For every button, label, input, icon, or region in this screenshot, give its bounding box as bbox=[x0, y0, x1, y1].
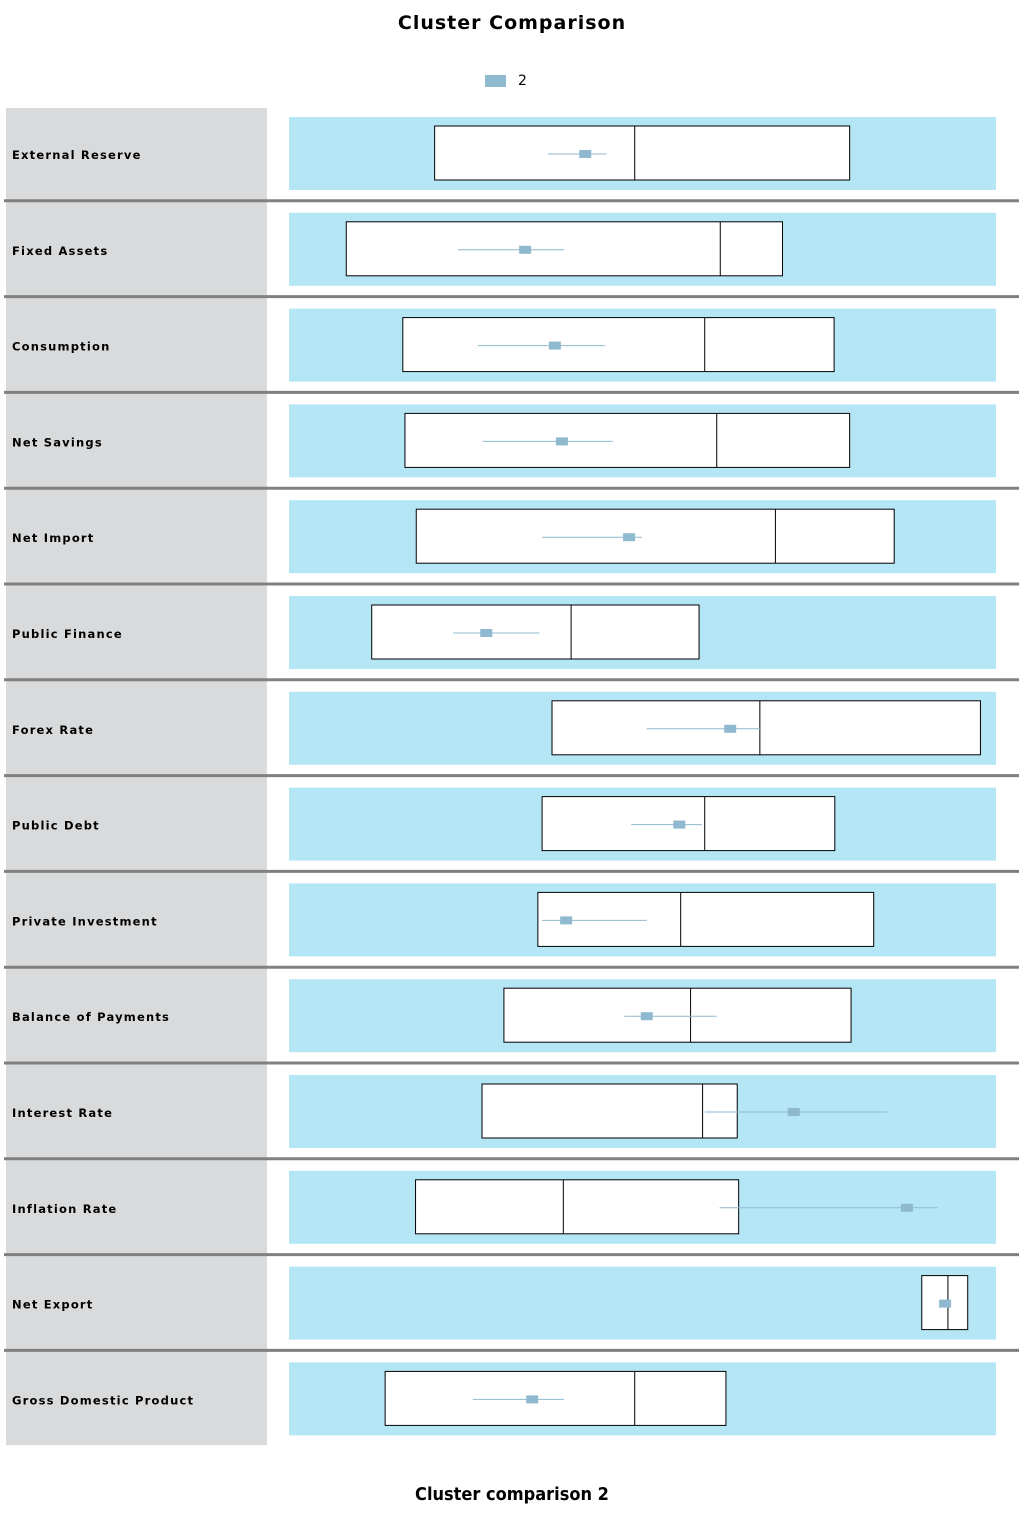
row-label: Net Export bbox=[12, 1297, 94, 1312]
row-label: Net Import bbox=[12, 531, 95, 546]
cluster-median-marker bbox=[901, 1204, 913, 1212]
row-label: Net Savings bbox=[12, 435, 103, 450]
row-label: Public Finance bbox=[12, 627, 123, 641]
overall-box bbox=[416, 1180, 739, 1234]
row-label: External Reserve bbox=[12, 148, 142, 162]
overall-box bbox=[385, 1371, 726, 1425]
cluster-median-marker bbox=[560, 916, 572, 924]
overall-box bbox=[416, 509, 894, 563]
row-label: Public Debt bbox=[12, 818, 100, 833]
overall-box bbox=[538, 892, 874, 946]
cluster-median-marker bbox=[673, 821, 685, 829]
cluster-median-marker bbox=[549, 342, 561, 350]
overall-box bbox=[405, 413, 850, 467]
row-label: Private Investment bbox=[12, 914, 158, 929]
cluster-median-marker bbox=[480, 629, 492, 637]
row-label: Fixed Assets bbox=[12, 243, 109, 258]
cluster-median-marker bbox=[579, 150, 591, 158]
overall-box bbox=[403, 318, 834, 372]
cluster-median-marker bbox=[724, 725, 736, 733]
overall-box bbox=[504, 988, 851, 1042]
chart-title: Cluster Comparison bbox=[397, 12, 627, 34]
chart-subtitle: Cluster comparison 2 bbox=[415, 1484, 609, 1505]
cluster-median-marker bbox=[939, 1300, 951, 1308]
overall-box bbox=[552, 701, 980, 755]
overall-box bbox=[482, 1084, 737, 1138]
overall-box bbox=[372, 605, 699, 659]
legend-label: 2 bbox=[518, 73, 527, 89]
row-label: Inflation Rate bbox=[12, 1201, 118, 1216]
cluster-median-marker bbox=[641, 1012, 653, 1020]
cluster-median-marker bbox=[788, 1108, 800, 1116]
overall-box bbox=[435, 126, 850, 180]
row-label: Balance of Payments bbox=[12, 1010, 171, 1025]
overall-box bbox=[346, 222, 782, 276]
overall-box bbox=[542, 797, 835, 851]
cluster-median-marker bbox=[623, 533, 635, 541]
row-label: Gross Domestic Product bbox=[12, 1393, 195, 1408]
cluster-median-marker bbox=[556, 437, 568, 445]
row-label: Forex Rate bbox=[12, 722, 95, 737]
cluster-median-marker bbox=[526, 1395, 538, 1403]
cluster-median-marker bbox=[519, 246, 531, 254]
row-label: Interest Rate bbox=[12, 1106, 114, 1120]
row-panel bbox=[289, 1267, 996, 1340]
row-label: Consumption bbox=[12, 339, 111, 354]
